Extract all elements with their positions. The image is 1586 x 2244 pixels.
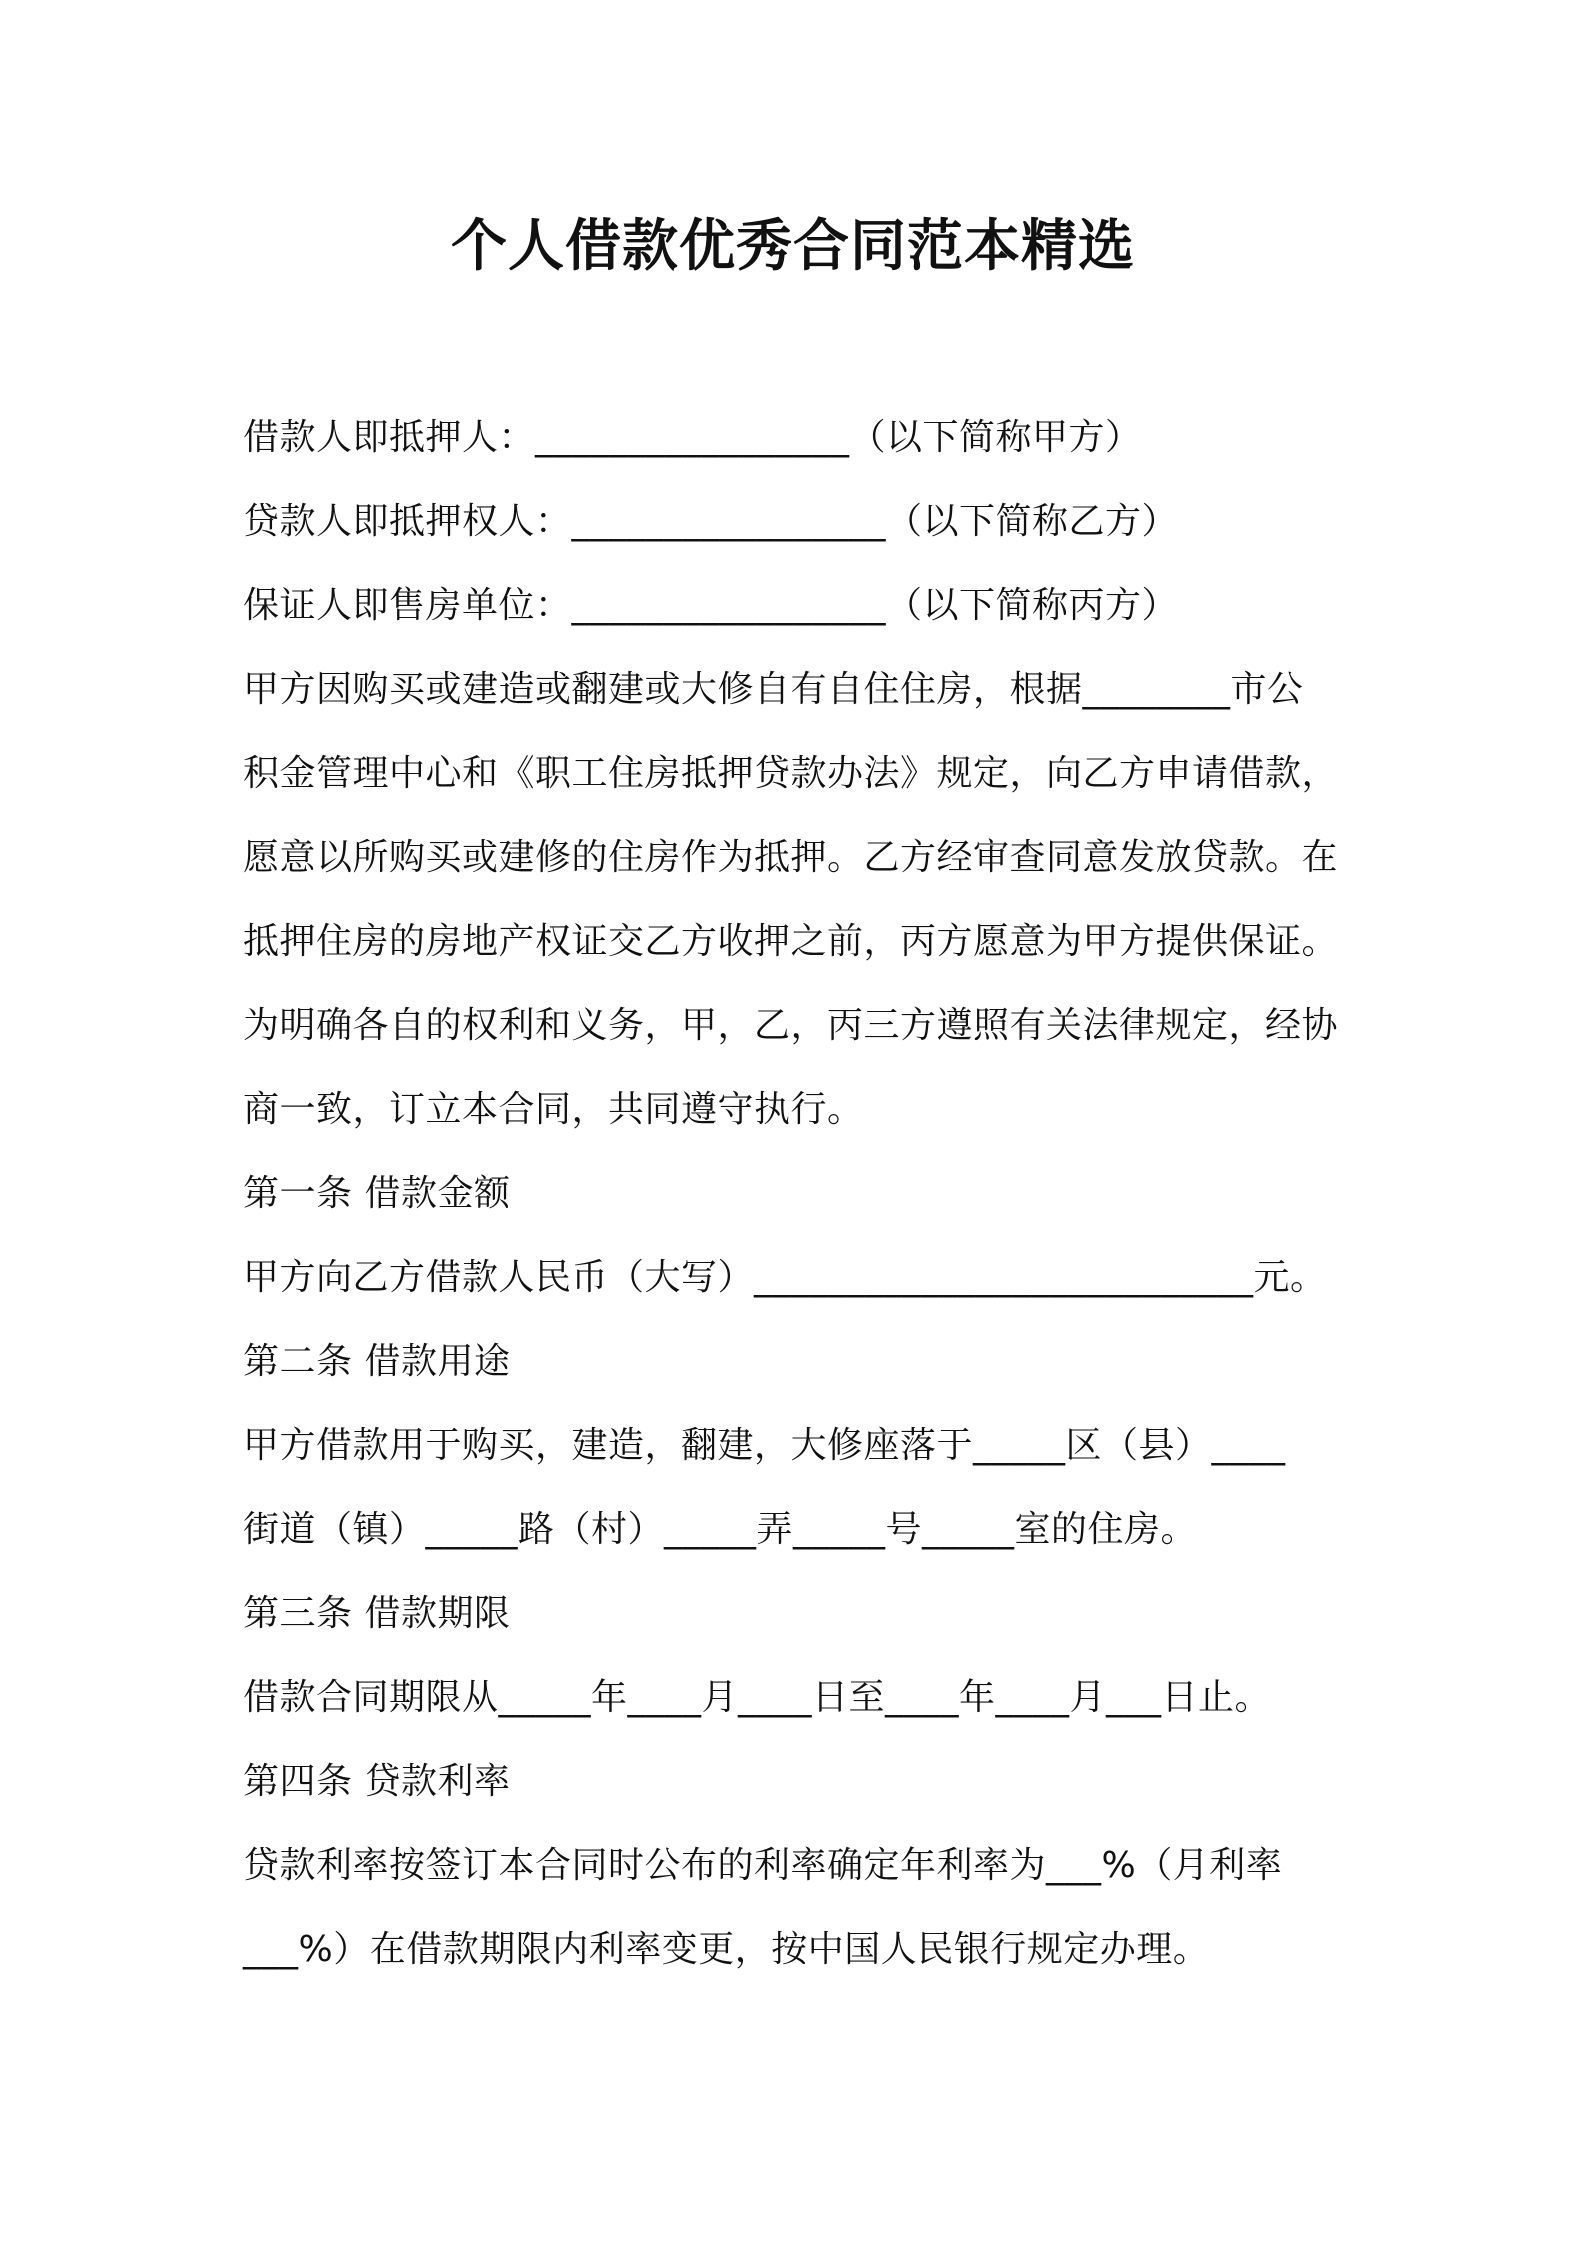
party-b-line: 贷款人即抵押权人：_________________（以下简称乙方） <box>243 501 1179 542</box>
preamble-line-4: 抵押住房的房地产权证交乙方收押之前，丙方愿意为甲方提供保证。 <box>243 921 1339 962</box>
article-4-text-1: 贷款利率按签订本合同时公布的利率确定年利率为___%（月利率 <box>243 1845 1283 1886</box>
party-c-line: 保证人即售房单位：_________________（以下简称丙方） <box>243 585 1179 626</box>
article-2-heading: 第二条 借款用途 <box>243 1341 511 1382</box>
article-3-heading: 第三条 借款期限 <box>243 1593 511 1634</box>
article-2-text-2: 街道（镇）_____路（村）_____弄_____号_____室的住房。 <box>243 1509 1198 1550</box>
preamble-line-3: 愿意以所购买或建修的住房作为抵押。乙方经审查同意发放贷款。在 <box>243 837 1339 878</box>
preamble-line-1: 甲方因购买或建造或翻建或大修自有自住住房，根据________市公 <box>243 669 1304 710</box>
preamble-line-5: 为明确各自的权利和义务，甲，乙，丙三方遵照有关法律规定，经协 <box>243 1005 1339 1046</box>
article-1-text: 甲方向乙方借款人民币（大写）___________________________元。 <box>243 1257 1327 1298</box>
article-3-text: 借款合同期限从_____年____月____日至____年____月___日止。 <box>243 1677 1272 1718</box>
document-title: 个人借款优秀合同范本精选 <box>451 214 1135 279</box>
article-4-text-2: ___%）在借款期限内利率变更，按中国人民银行规定办理。 <box>243 1929 1210 1970</box>
article-1-heading: 第一条 借款金额 <box>243 1173 511 1214</box>
party-a-line: 借款人即抵押人：_________________（以下简称甲方） <box>243 417 1142 458</box>
preamble-line-2: 积金管理中心和《职工住房抵押贷款办法》规定，向乙方申请借款， <box>243 753 1339 794</box>
article-2-text-1: 甲方借款用于购买，建造，翻建，大修座落于_____区（县）____ <box>243 1425 1286 1466</box>
article-4-heading: 第四条 贷款利率 <box>243 1761 511 1802</box>
preamble-line-6: 商一致，订立本合同，共同遵守执行。 <box>243 1089 864 1130</box>
